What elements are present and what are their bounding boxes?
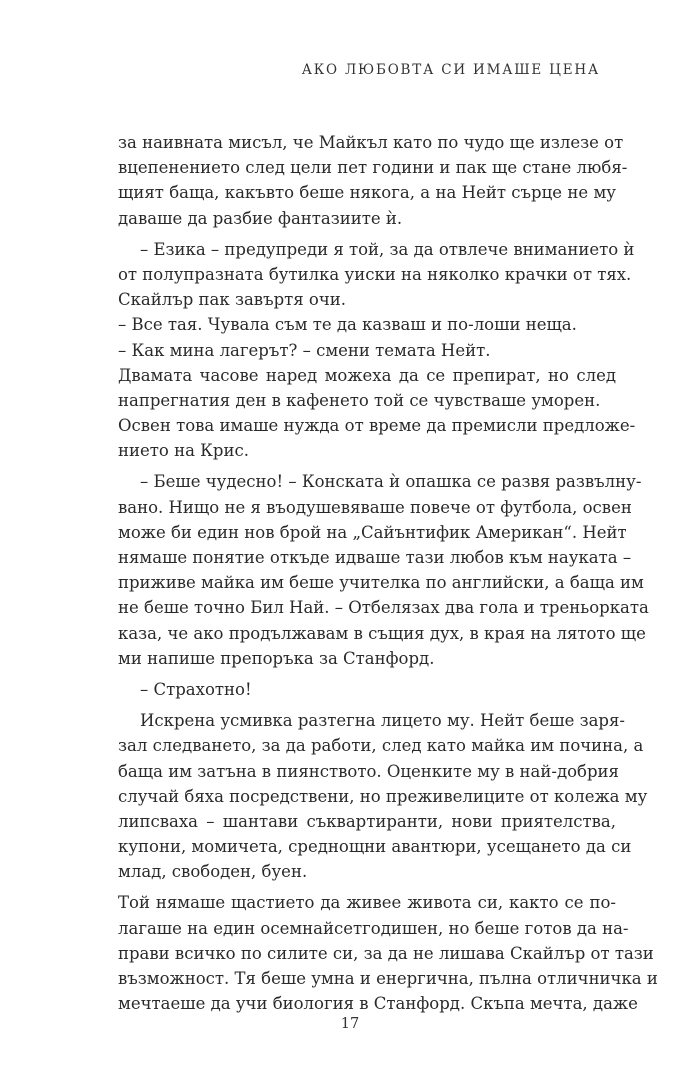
body-text [118,130,658,1016]
text-line: млад, свободен, буен. [118,862,308,882]
text-line: баща им затъна в пиянството. Оценките му в най-добрия [118,761,619,781]
text-line: Той нямаше щастието да живее живота си, както се по- [118,893,616,913]
text-line: вано. Нищо не я въодушевяваше повече от футбола, освен [118,497,632,517]
text-line: възможност. Тя беше умна и енергична, пълна отличничка и [118,969,658,988]
text-line: купони, момичета, среднощни авантюри, усещането да си [118,837,632,857]
text-line: зал следването, за да работи, след като майка им почина, а [118,736,644,756]
text-line: напрегнатия ден в кафенето той се чувстваше уморен. [118,390,601,410]
text-line: от полупразната бутилка уиски на няколко крачки от тях. [118,264,632,284]
text-line: за наивната мисъл, че Майкъл като по чудо ще излезе от [118,133,624,152]
text-line: – Беше чудесно! – Конската ѝ опашка се развя развълну- [140,472,642,492]
text-line: липсваха – шантави съквартиранти, нови приятелства, [118,811,616,831]
text-line: Двамата часове наред можеха да се препират, но след [118,365,616,385]
text-line: – Все тая. Чувала съм те да казваш и по-лоши неща. [118,315,577,335]
text-line: щият баща, какъвто беше някога, а на Нейт сърце не му [118,183,616,203]
text-line: нието на Крис. [118,441,249,461]
text-line: каза, че ако продължавам в същия дух, в края на лятото ще [118,623,646,643]
text-line: Освен това имаше нужда от време да премисли предложе- [118,416,636,436]
text-line: не беше точно Бил Най. – Отбелязах два гола и треньорката [118,598,649,618]
text-line: даваше да разбие фантазиите ѝ. [118,208,403,228]
text-line: може би един нов брой на „Сайънтифик Американ“. Нейт [118,522,627,542]
text-line: – Как мина лагерът? – смени темата Нейт. [118,340,491,360]
text-line: нямаше понятие откъде идваше тази любов към науката – [118,548,632,567]
running-header: АКО ЛЮБОВТА СИ ИМАШЕ ЦЕНА [301,62,600,78]
text-line: – Страхотно! [140,679,252,699]
text-line: мечтаеше да учи биология в Станфорд. Скъпа мечта, даже [118,994,638,1014]
page-number: 17 [340,1016,360,1032]
text-line: вцепенението след цели пет години и пак ще стане любя- [118,158,628,178]
text-line: Скайлър пак завъртя очи. [118,290,347,310]
text-line: прави всичко по силите си, за да не лишава Скайлър от тази [118,943,654,963]
text-line: случай бяха посредствени, но преживелиците от колежа му [118,786,648,806]
text-line: ми напише препоръка за Станфорд. [118,648,435,668]
text-line: Искрена усмивка разтегна лицето му. Нейт беше заря- [140,711,625,731]
text-line: – Езика – предупреди я той, за да отвлече вниманието ѝ [140,239,635,259]
text-line: приживе майка им беше учителка по английски, а баща им [118,573,644,593]
text-line: лагаше на един осемнайсетгодишен, но беше готов да на- [118,918,629,938]
